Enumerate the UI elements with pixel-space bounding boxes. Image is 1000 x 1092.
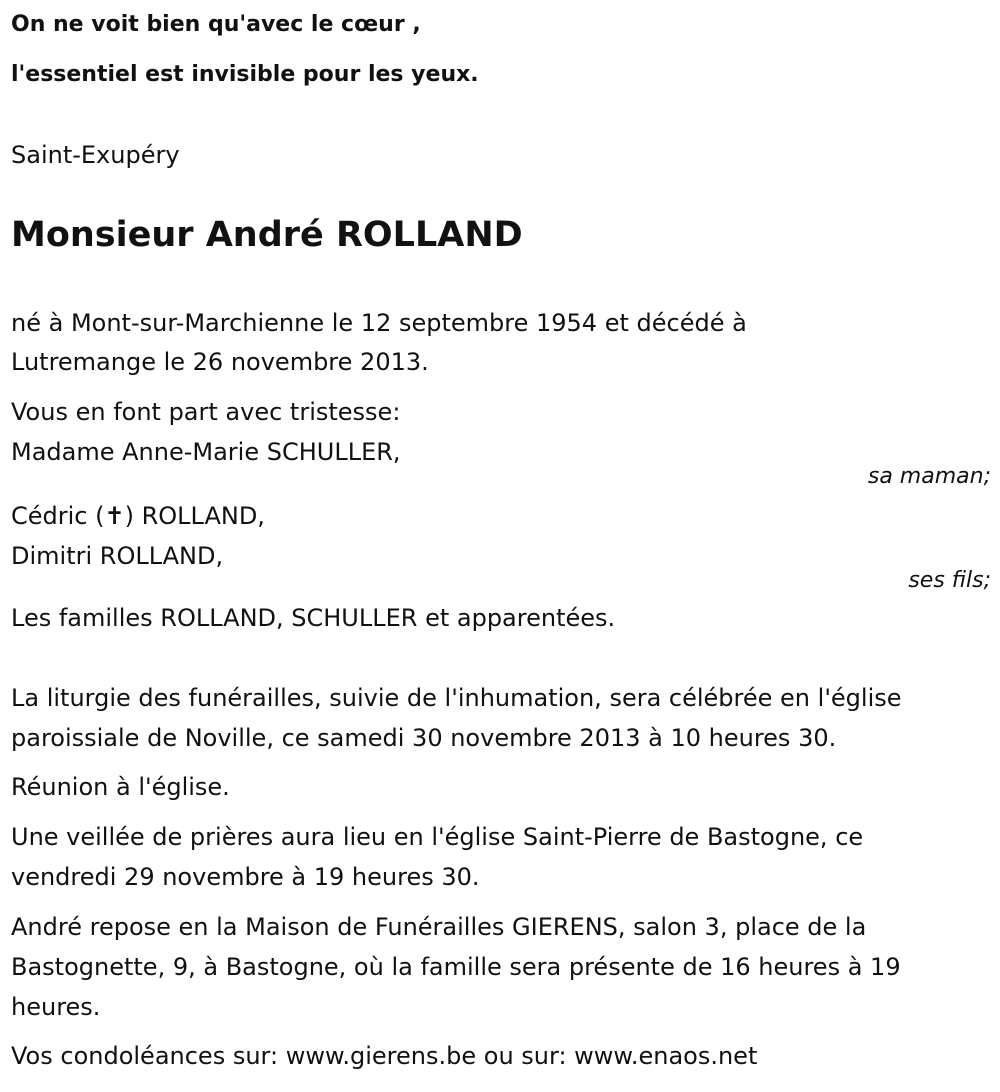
deceased-name: Monsieur André ROLLAND xyxy=(11,215,523,255)
rest-line-2: Bastognette, 9, à Bastogne, où la famille sera présente de 16 heures à 19 xyxy=(11,953,901,981)
vigil-line-2: vendredi 29 novembre à 19 heures 30. xyxy=(11,863,480,891)
quote-line-2: l'essentiel est invisible pour les yeux. xyxy=(11,62,479,87)
rest-line-3: heures. xyxy=(11,993,101,1021)
announcement-intro: Vous en font part avec tristesse: xyxy=(11,398,401,426)
sons-relation: ses fils; xyxy=(908,568,991,593)
cross-icon: ✝ xyxy=(104,502,125,530)
meeting-line: Réunion à l'église. xyxy=(11,773,230,801)
son-cedric-prefix: Cédric ( xyxy=(11,502,105,530)
rest-line-1: André repose en la Maison de Funérailles GIERENS, salon 3, place de la xyxy=(11,913,867,941)
birth-death-line-2: Lutremange le 26 novembre 2013. xyxy=(11,348,429,376)
liturgy-line-1: La liturgie des funérailles, suivie de l'inhumation, sera célébrée en l'église xyxy=(11,684,902,712)
liturgy-line-2: paroissiale de Noville, ce samedi 30 novembre 2013 à 10 heures 30. xyxy=(11,724,837,752)
quote-line-1: On ne voit bien qu'avec le cœur , xyxy=(11,12,421,37)
quote-author: Saint-Exupéry xyxy=(11,141,180,169)
son-cedric-suffix: ) ROLLAND, xyxy=(124,502,265,530)
birth-death-line-1: né à Mont-sur-Marchienne le 12 septembre 1954 et décédé à xyxy=(11,309,747,337)
vigil-line-1: Une veillée de prières aura lieu en l'église Saint-Pierre de Bastogne, ce xyxy=(11,823,864,851)
son-dimitri: Dimitri ROLLAND, xyxy=(11,542,224,570)
mother-relation: sa maman; xyxy=(867,464,991,489)
condolences-line: Vos condoléances sur: www.gierens.be ou sur: www.enaos.net xyxy=(11,1042,758,1070)
son-cedric xyxy=(11,497,265,536)
mother-name: Madame Anne-Marie SCHULLER, xyxy=(11,438,401,466)
families-line: Les familles ROLLAND, SCHULLER et apparentées. xyxy=(11,604,616,632)
